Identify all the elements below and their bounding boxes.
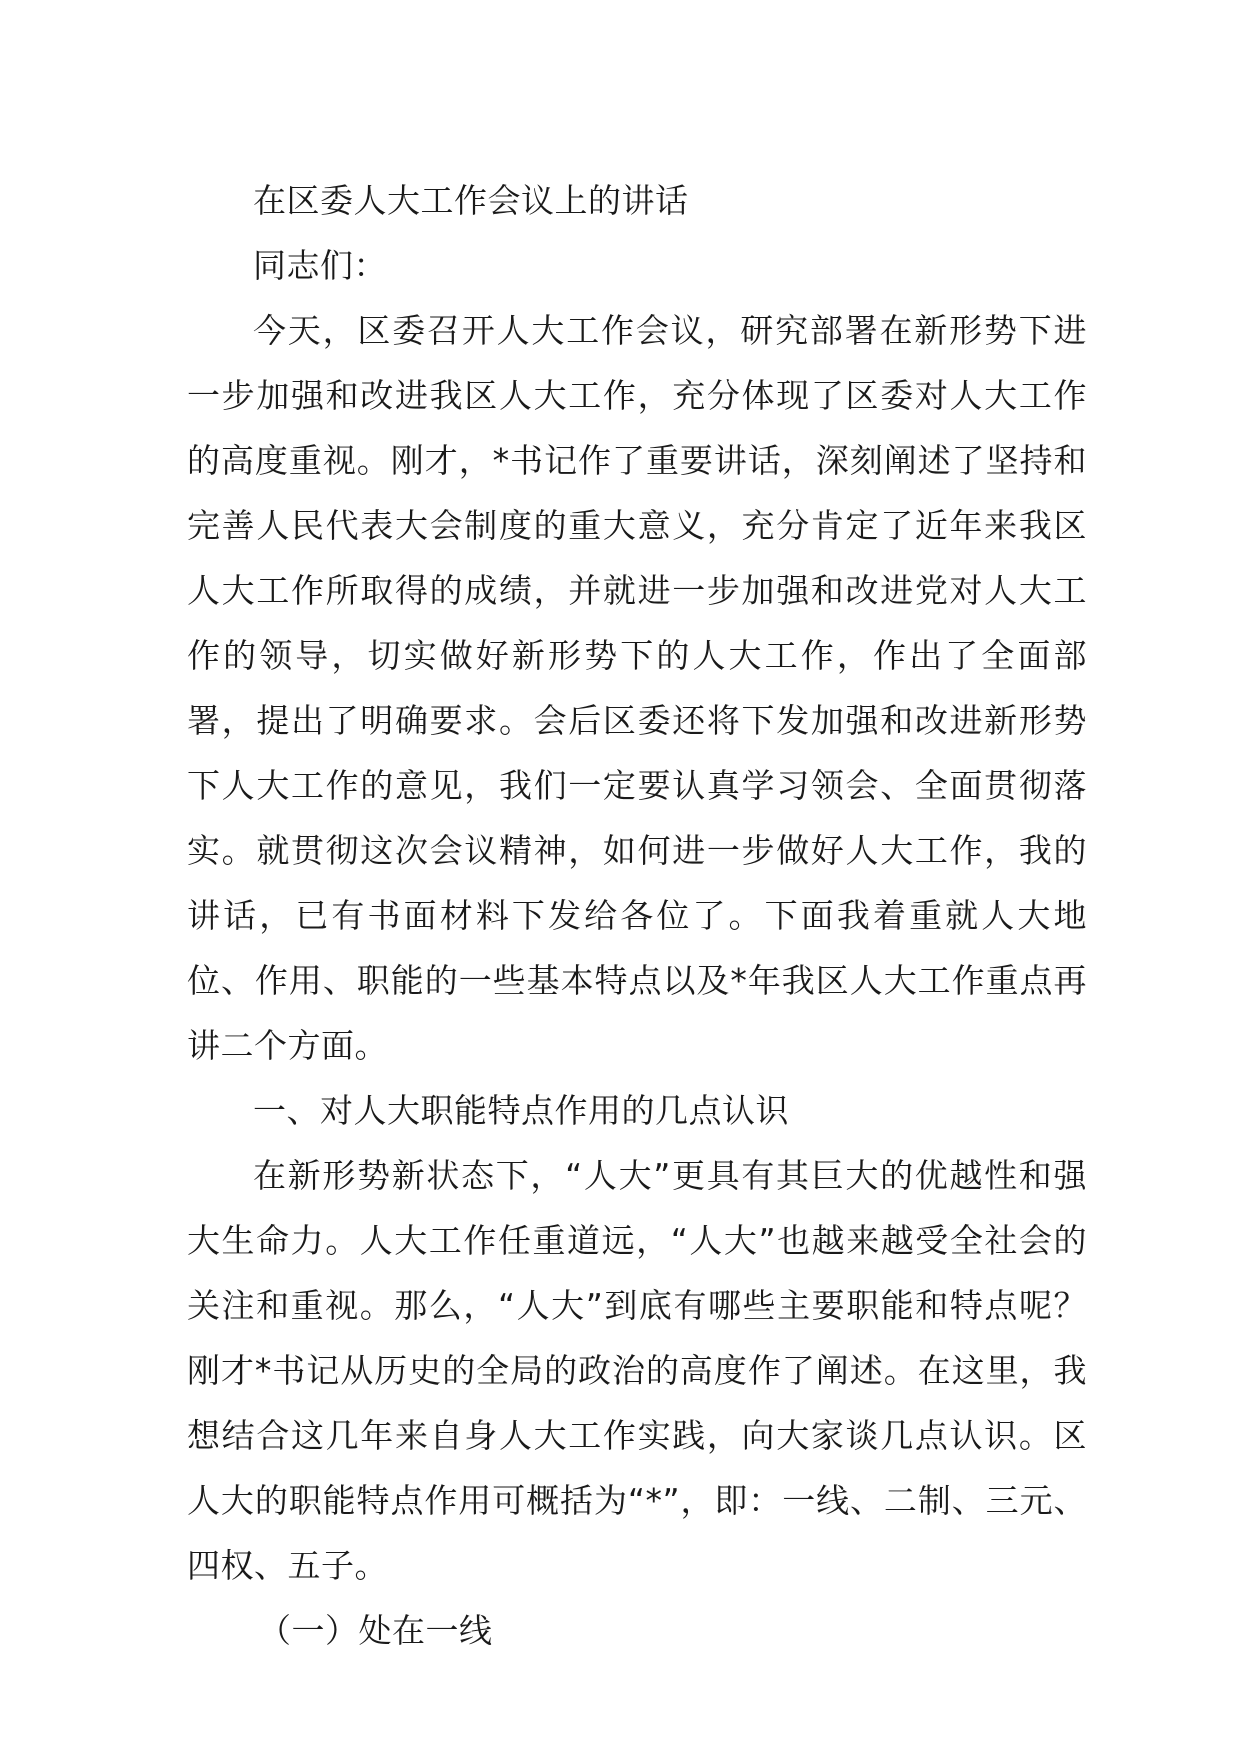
paragraph-section-1: 在新形势新状态下，“人大”更具有其巨大的优越性和强大生命力。人大工作任重道远，“人大”也越来越受全社会的关注和重视。那么，“人大”到底有哪些主要职能和特点呢？刚才*书记从历史的全局的政治的高度作了阐述。在这里，我想结合这几年来自身人大工作实践，向大家谈几点认识。区人大的职能特点作用可概括为“*”，即：一线、二制、三元、四权、五子。 [187, 1156, 1087, 1585]
salutation: 同志们： [253, 246, 387, 285]
paragraph-intro: 今天，区委召开人大工作会议，研究部署在新形势下进一步加强和改进我区人大工作，充分体现了区委对人大工作的高度重视。刚才，*书记作了重要讲话，深刻阐述了坚持和完善人民代表大会制度的重大意义，充分肯定了近年来我区人大工作所取得的成绩，并就进一步加强和改进党对人大工作的领导，切实做好新形势下的人大工作，作出了全面部署，提出了明确要求。会后区委还将下发加强和改进新形势下人大工作的意见，我们一定要认真学习领会、全面贯彻落实。就贯彻这次会议精神，如何进一步做好人大工作，我的讲话，已有书面材料下发给各位了。下面我着重就人大地位、作用、职能的一些基本特点以及*年我区人大工作重点再讲二个方面。 [187, 311, 1087, 1065]
subsection-heading: （一）处在一线 [257, 1611, 493, 1650]
document-body [187, 168, 1087, 1663]
document-title: 在区委人大工作会议上的讲话 [253, 181, 689, 220]
section-heading: 一、对人大职能特点作用的几点认识 [253, 1091, 789, 1130]
